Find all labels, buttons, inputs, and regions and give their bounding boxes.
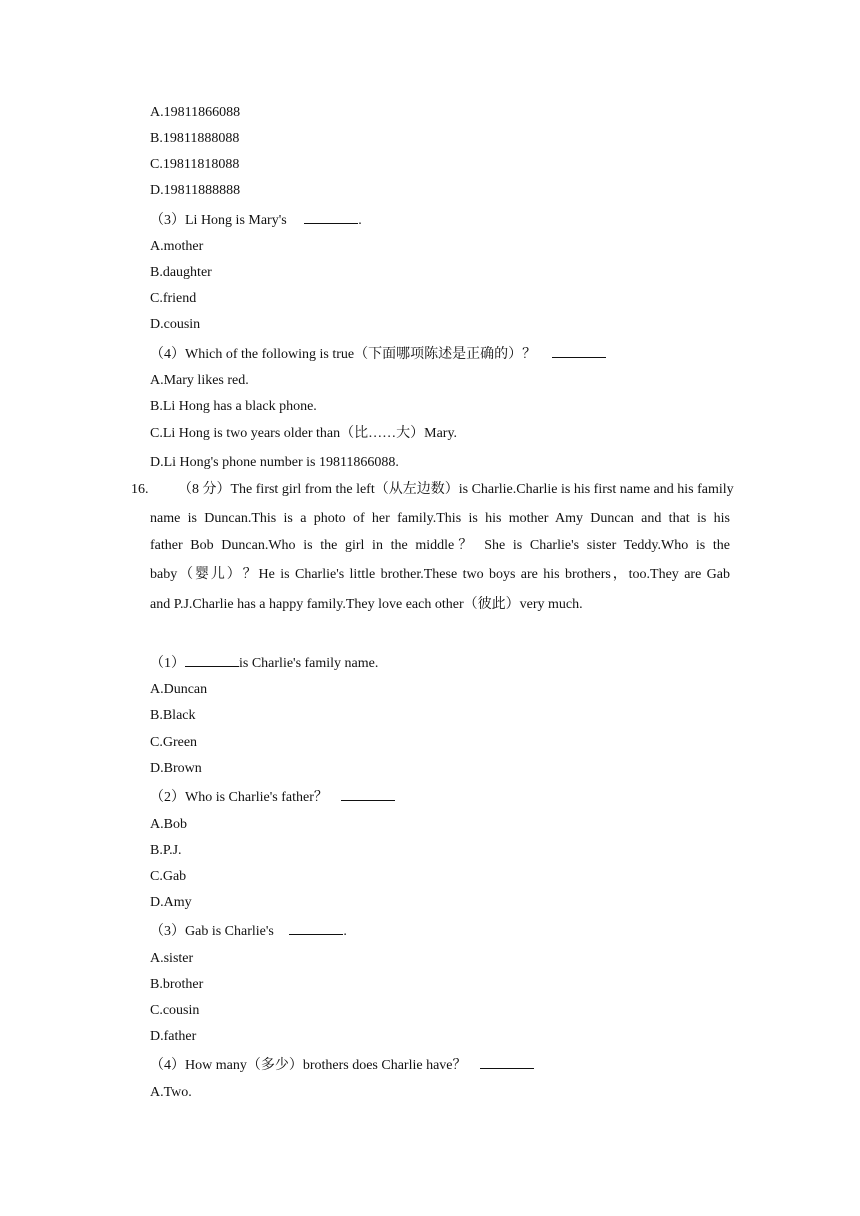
question-suffix: is Charlie's family name.	[239, 656, 379, 671]
passage-line: baby（婴儿）？He is Charlie's little brother.These two boys are his brothers，too.They are Gab	[150, 567, 730, 582]
option-c: C.Gab	[150, 869, 187, 884]
option-b: B.19811888088	[150, 131, 240, 146]
answer-blank	[480, 1056, 534, 1069]
question-1	[150, 654, 378, 672]
question-prompt: （4）How many（多少）brothers does Charlie have？	[150, 1058, 467, 1073]
option-c: C.cousin	[150, 1003, 200, 1018]
question-prompt: （1）	[150, 656, 185, 671]
option-b: B.Li Hong has a black phone.	[150, 399, 317, 414]
question-3	[150, 211, 362, 229]
option-a: A.mother	[150, 239, 204, 254]
option-c: C.Green	[150, 735, 198, 750]
option-c: C.Li Hong is two years older than（比……大）Mary.	[150, 426, 458, 441]
option-b: B.Black	[150, 708, 196, 723]
answer-blank	[341, 788, 395, 801]
question-2	[150, 788, 395, 806]
option-d: D.Li Hong's phone number is 19811866088.	[150, 455, 399, 470]
option-c: C.friend	[150, 291, 197, 306]
question-prompt: （3）Li Hong is Mary's	[150, 213, 287, 228]
option-b: B.daughter	[150, 265, 212, 280]
question-prompt: （2）Who is Charlie's father？	[150, 790, 328, 805]
question-prompt: （4）Which of the following is true（下面哪项陈述是正确的）？	[150, 347, 537, 362]
answer-blank	[185, 654, 239, 667]
option-d: D.19811888888	[150, 183, 241, 198]
option-c: C.19811818088	[150, 157, 240, 172]
option-a: A.Duncan	[150, 682, 208, 697]
answer-blank	[552, 345, 606, 358]
option-a: A.sister	[150, 951, 194, 966]
answer-blank	[289, 922, 343, 935]
question-4	[150, 345, 606, 363]
passage-line: name is Duncan.This is a photo of her family.This is his mother Amy Duncan and that is his	[150, 511, 730, 526]
option-b: B.brother	[150, 977, 204, 992]
option-d: D.Brown	[150, 761, 202, 776]
question-prompt: （3）Gab is Charlie's	[150, 924, 274, 939]
passage-line: and P.J.Charlie has a happy family.They love each other（彼此）very much.	[150, 597, 583, 612]
option-d: D.father	[150, 1029, 197, 1044]
option-d: D.Amy	[150, 895, 192, 910]
answer-blank	[304, 211, 358, 224]
question-3	[150, 922, 347, 940]
option-a: A.19811866088	[150, 105, 241, 120]
option-a: A.Two.	[150, 1085, 192, 1100]
option-b: B.P.J.	[150, 843, 182, 858]
option-a: A.Mary likes red.	[150, 373, 249, 388]
question-suffix: .	[343, 924, 347, 939]
option-a: A.Bob	[150, 817, 187, 832]
question-suffix: .	[358, 213, 362, 228]
option-d: D.cousin	[150, 317, 201, 332]
passage-line: （8 分）The first girl from the left（从左边数）is Charlie.Charlie is his first name and his family	[178, 482, 734, 497]
question-number: 16.	[131, 482, 149, 497]
passage-line: father Bob Duncan.Who is the girl in the middle？ She is Charlie's sister Teddy.Who is the	[150, 538, 730, 553]
question-4	[150, 1056, 534, 1074]
